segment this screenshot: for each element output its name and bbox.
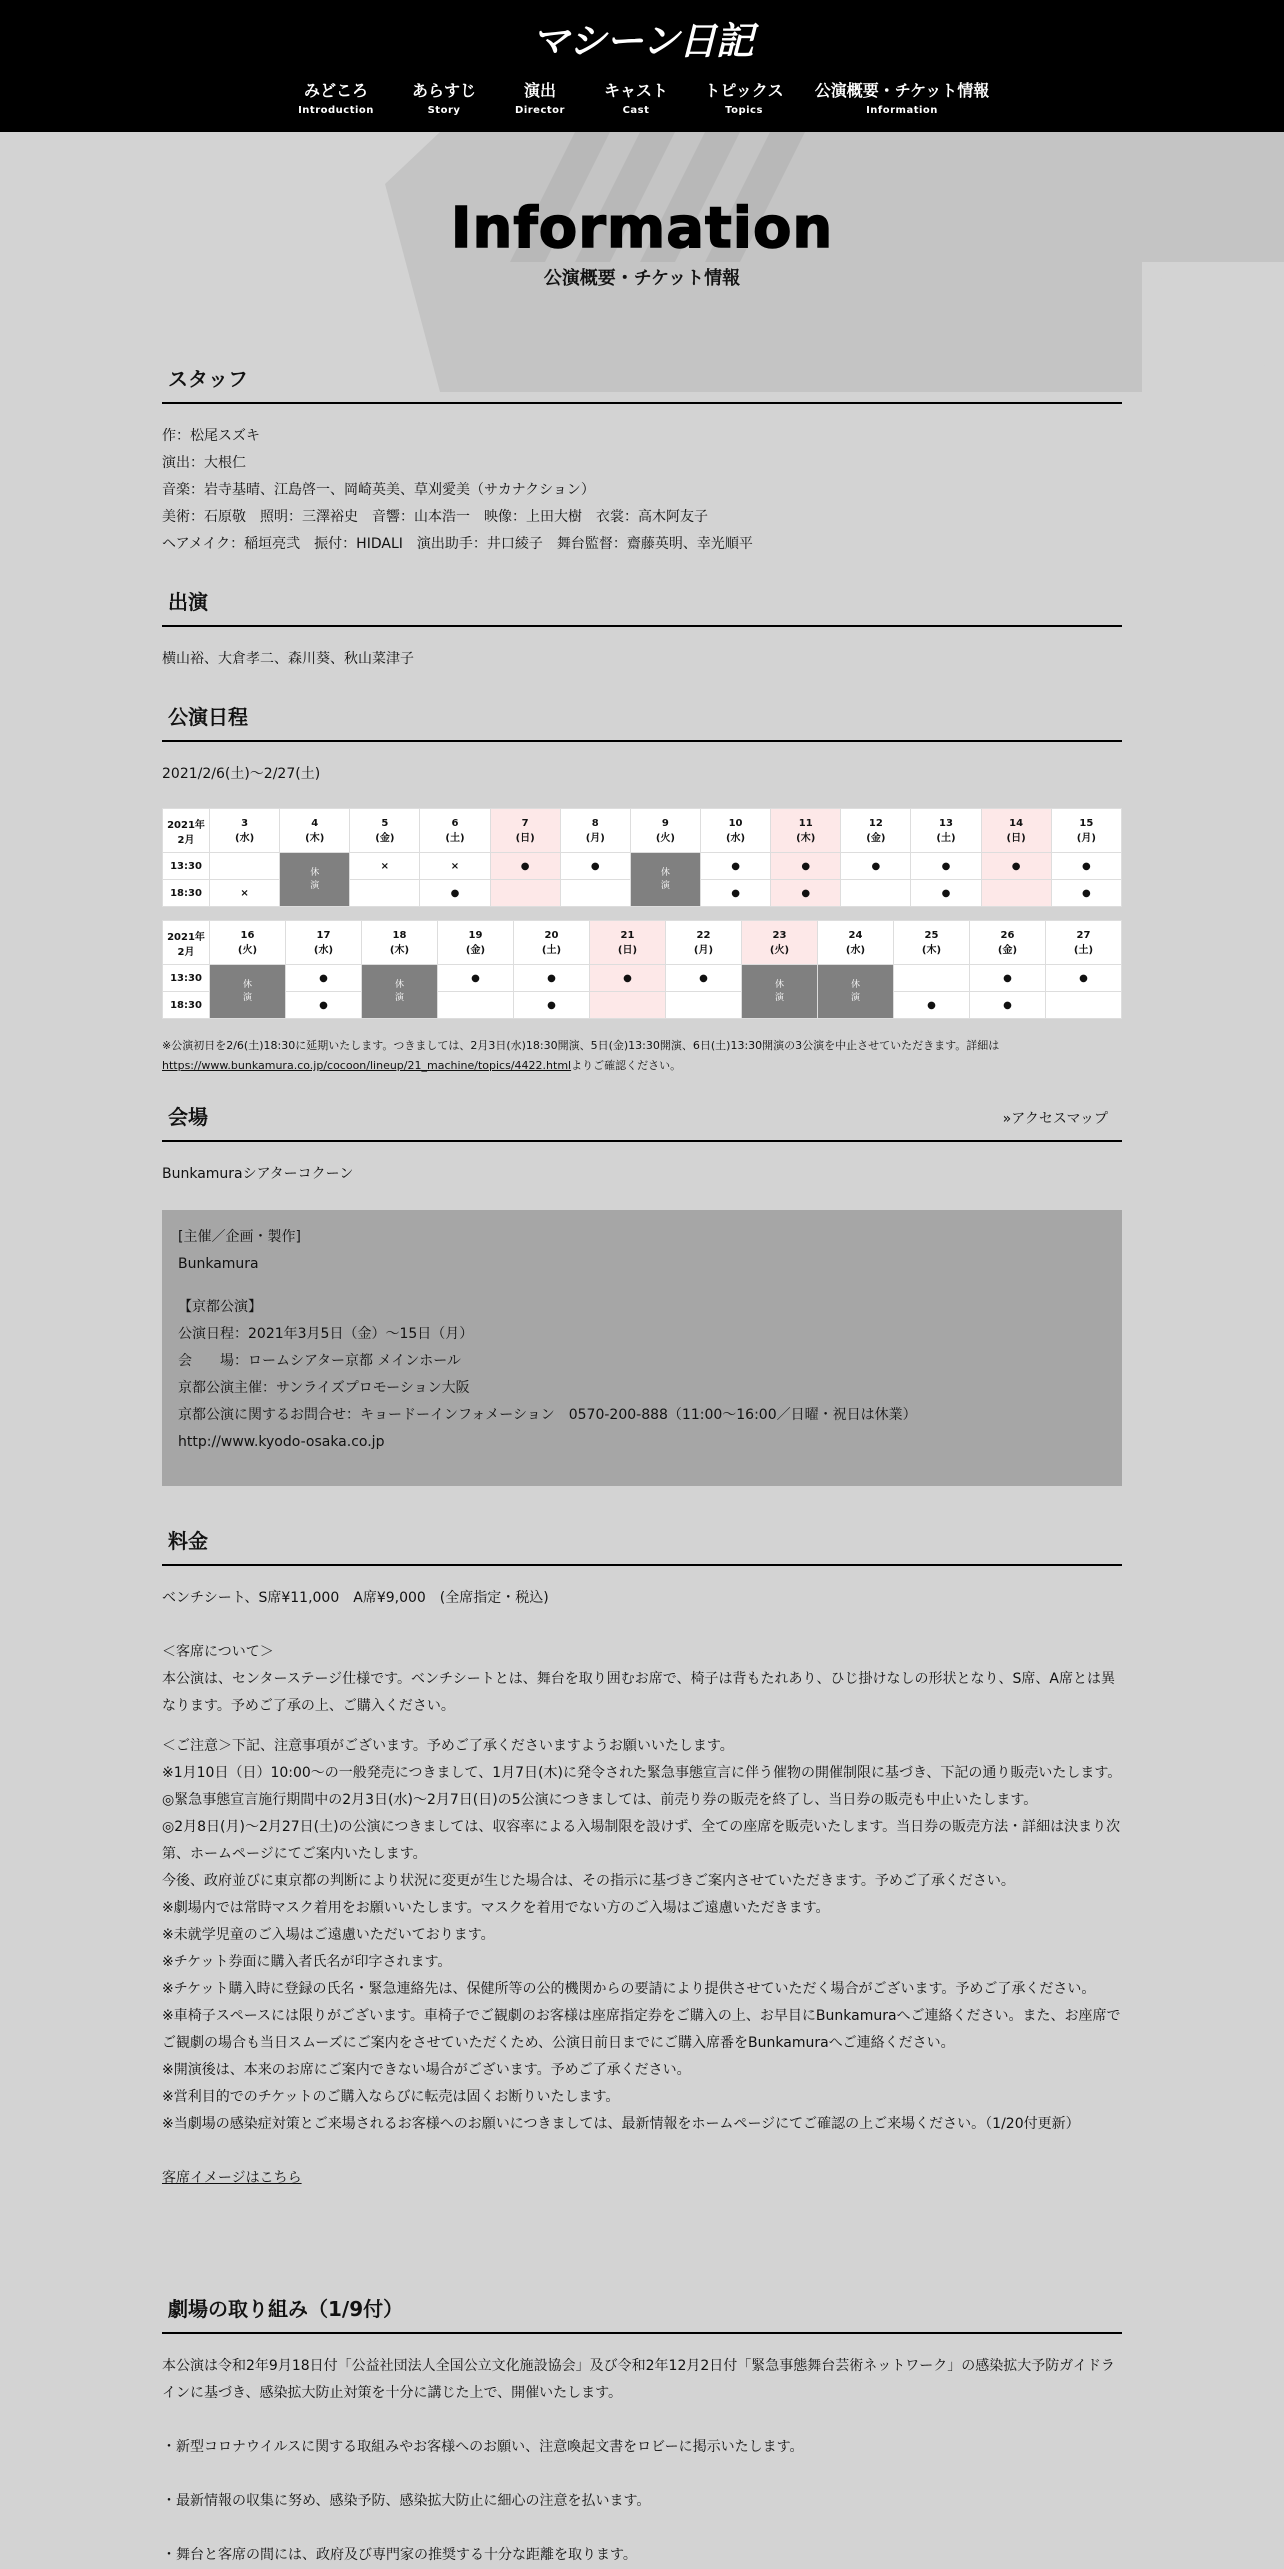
nav-item-topics[interactable] [694,78,794,116]
staff-line: 演出：大根仁 [162,455,246,471]
calendar-day-header: 24 (水) [818,921,894,965]
nav-sublabel: Introduction [298,105,374,116]
schedule-table-2 [162,920,1122,1019]
seat-heading: ＜客席について＞ [162,1644,274,1660]
access-map-link[interactable] [1003,1108,1108,1128]
nav-item-director[interactable] [500,78,580,116]
calendar-day-header: 18 (木) [362,921,438,965]
staff-line: ヘアメイク：稲垣亮弐 振付：HIDALI 演出助手：井口綾子 舞台監督：齋藤英明、幸光順平 [162,536,753,552]
calendar-day-header: 3 (水) [210,809,280,853]
calendar-cell [438,992,514,1019]
calendar-rest-day: 休 演 [280,853,350,907]
hero-background-shapes [0,132,1284,392]
section-header-venue [162,1100,1122,1142]
calendar-day-header: 10 (水) [700,809,770,853]
section-header-theater [162,2292,1122,2334]
nav-label: 公演概要・チケット情報 [814,81,990,100]
section-title: 劇場の取り組み（1/9付） [168,2297,404,2321]
calendar-cell: ● [771,853,841,880]
price-section [162,1585,1122,2192]
calendar-cell: ● [911,880,981,907]
nav-label: みどころ [303,81,368,100]
calendar-cell: ● [841,853,911,880]
calendar-day-header: 6 (土) [420,809,490,853]
calendar-cell [590,992,666,1019]
page-subtitle: 公演概要・チケット情報 [543,268,741,289]
nav-label: トピックス [704,81,784,100]
box-line: 公演日程：2021年3月5日（金）～15日（月） [178,1326,474,1342]
calendar-day-header: 4 (木) [280,809,350,853]
schedule-period: 2021/2/6(土)～2/27(土) [162,766,321,782]
seat-image-link[interactable]: 客席イメージはこちら [162,2170,302,2186]
page-title: Information [450,196,834,261]
theater-item: ・最新情報の収集に努め、感染予防、感染拡大防止に細心の注意を払います。 [162,2493,651,2509]
calendar-cell [560,880,630,907]
theater-item: ・新型コロナウイルスに関する取組みやお客様へのお願い、注意喚起文書をロビーに掲示いたします。 [162,2439,804,2455]
notice-line: ※1月10日（日）10:00～の一般発売につきまして、1月7日(木)に発令された緊急事態宣言に伴う催物の開催制限に基づき、下記の通り販売いたします。 [162,1765,1122,1781]
calendar-rest-day: 休 演 [210,965,286,1019]
calendar-cell [981,880,1051,907]
section-title: 出演 [168,590,208,614]
calendar-cell: ● [894,992,970,1019]
nav-item-information[interactable] [812,78,992,116]
cast-text: 横山裕、大倉孝二、森川葵、秋山菜津子 [162,651,414,667]
calendar-day-header: 22 (月) [666,921,742,965]
note-text: よりご確認ください。 [571,1059,682,1072]
calendar-cell: × [210,880,280,907]
calendar-cell: ● [438,965,514,992]
nav-item-story[interactable] [404,78,484,116]
calendar-cell: ● [286,965,362,992]
nav-sublabel: Director [515,105,565,116]
notice-list [162,1733,1122,2138]
calendar-day-header: 21 (日) [590,921,666,965]
box-line: 京都公演主催：サンライズプロモーション大阪 [178,1380,470,1396]
calendar-cell: ● [490,853,560,880]
seat-text: 本公演は、センターステージ仕様です。ベンチシートとは、舞台を取り囲むお席で、椅子は背もたれあり、ひじ掛けなしの形状となり、S席、A席とは異なります。予めご了承の上、ご購入ください。 [162,1671,1115,1714]
calendar-cell: ● [771,880,841,907]
double-chevron-right-icon: » [1002,1111,1012,1127]
access-map-label: アクセスマップ [1011,1111,1108,1127]
section-title: スタッフ [168,367,248,391]
staff-line: 美術：石原敬 照明：三澤裕史 音響：山本浩一 映像：上田大樹 衣裳：高木阿友子 [162,509,708,525]
calendar-cell: ● [911,853,981,880]
theater-intro: 本公演は令和2年9月18日付「公益社団法人全国公立文化施設協会」及び令和2年12月2日付「緊急事態舞台芸術ネットワーク」の感染拡大予防ガイドラインに基づき、感染拡大防止対策を十分に講じた上で、開催いたします。 [162,2358,1115,2401]
nav-sublabel: Story [427,105,461,116]
calendar-cell: ● [970,965,1046,992]
calendar-cell: ● [1046,965,1122,992]
nav-label: 演出 [523,81,556,100]
site-header [0,0,1284,132]
section-header-schedule [162,700,1122,742]
calendar-cell [210,853,280,880]
calendar-day-header: 11 (木) [771,809,841,853]
site-logo[interactable]: マシーン日記 [531,19,753,63]
box-line: Bunkamura [178,1256,259,1272]
calendar-cell: ● [981,853,1051,880]
staff-list [162,423,1122,558]
calendar-time: 13:30 [163,853,210,880]
calendar-day-header: 7 (日) [490,809,560,853]
schedule-table-1 [162,808,1122,907]
note-link[interactable]: https://www.bunkamura.co.jp/cocoon/lineup/21_machine/topics/4422.html [162,1059,572,1072]
calendar-cell: × [350,853,420,880]
staff-line: 作：松尾スズキ [162,428,260,444]
calendar-day-header: 9 (火) [630,809,700,853]
calendar-cell: ● [666,965,742,992]
box-line: 会 場：ロームシアター京都 メインホール [178,1353,461,1369]
calendar-cell: × [420,853,490,880]
calendar-day-header: 27 (土) [1046,921,1122,965]
calendar-day-header: 15 (月) [1051,809,1121,853]
calendar-cell [841,880,911,907]
nav-sublabel: Information [866,105,938,116]
notice-line: ◎2月8日(月)～2月27日(土)の公演につきましては、収容率による入場制限を設けず、全ての座席を販売いたします。当日券の販売方法・詳細は決まり次第、ホームページにてご案内いたします。 [162,1819,1121,1862]
calendar-cell: ● [700,880,770,907]
theater-item: ・舞台と客席の間には、政府及び専門家の推奨する十分な距離を取ります。 [162,2547,637,2563]
calendar-cell: ● [970,992,1046,1019]
nav-label: あらすじ [411,81,476,100]
notice-line: ＜ご注意＞下記、注意事項がございます。予めご了承くださいますようお願いいたします。 [162,1738,734,1754]
section-header-cast [162,585,1122,627]
calendar-rest-day: 休 演 [630,853,700,907]
notice-line: ※車椅子スペースには限りがございます。車椅子でご観劇のお客様は座席指定券をご購入の上、お早目にBunkamuraへご連絡ください。また、お座席でご観劇の場合も当日スムーズにご案内をさせていただくため、公演日前日までにご購入席番をBunkamuraへご連絡ください。 [162,2008,1121,2051]
nav-item-cast[interactable] [596,78,676,116]
schedule-note [162,1036,1122,1076]
box-line: 京都公演に関するお問合せ：キョードーインフォメーション 0570-200-888（11:00～16:00／日曜・祝日は休業） [178,1407,917,1423]
box-line: [主催／企画・製作] [178,1229,301,1245]
calendar-rest-day: 休 演 [742,965,818,1019]
calendar-day-header: 13 (土) [911,809,981,853]
calendar-day-header: 20 (土) [514,921,590,965]
nav-sublabel: Topics [725,105,763,116]
calendar-cell [666,992,742,1019]
calendar-day-header: 26 (金) [970,921,1046,965]
organizer-info-box [162,1210,1122,1486]
calendar-cell: ● [514,992,590,1019]
notice-line: ※営利目的でのチケットのご購入ならびに転売は固くお断りいたします。 [162,2089,620,2105]
calendar-cell: ● [1051,853,1121,880]
theater-section [162,2353,1122,2569]
notice-line: 今後、政府並びに東京都の判断により状況に変更が生じた場合は、その指示に基づきご案内させていただきます。予めご了承ください。 [162,1873,1015,1889]
calendar-day-header: 14 (日) [981,809,1051,853]
calendar-cell [490,880,560,907]
calendar-time: 18:30 [163,880,210,907]
calendar-cell [894,965,970,992]
section-title: 会場 [168,1105,208,1129]
note-text: ※公演初日を2/6(土)18:30に延期いたします。つきましては、2月3日(水)18:30開演、5日(金)13:30開演、6日(土)13:30開演の3公演を中止させていただきます。詳細は [162,1039,1000,1052]
notice-line: ※開演後は、本来のお席にご案内できない場合がございます。予めご了承ください。 [162,2062,691,2078]
calendar-corner: 2021年 2月 [163,921,210,965]
calendar-cell: ● [1051,880,1121,907]
notice-line: ※チケット購入時に登録の氏名・緊急連絡先は、保健所等の公的機関からの要請により提供させていただく場合がございます。予めご了承ください。 [162,1981,1096,1997]
section-title: 公演日程 [168,705,248,729]
calendar-cell: ● [700,853,770,880]
calendar-day-header: 12 (金) [841,809,911,853]
calendar-day-header: 16 (火) [210,921,286,965]
box-line: 【京都公演】 [178,1299,262,1315]
notice-line: ※未就学児童のご入場はご遠慮いただいております。 [162,1927,495,1943]
kyodo-osaka-link[interactable]: http://www.kyodo-osaka.co.jp [178,1434,385,1450]
calendar-cell: ● [560,853,630,880]
staff-line: 音楽：岩寺基晴、江島啓一、岡崎英美、草刈愛美（サカナクション） [162,482,595,498]
calendar-day-header: 5 (金) [350,809,420,853]
calendar-cell [1046,992,1122,1019]
nav-sublabel: Cast [622,105,650,116]
calendar-day-header: 8 (月) [560,809,630,853]
section-header-price [162,1524,1122,1566]
calendar-day-header: 25 (木) [894,921,970,965]
nav-label: キャスト [603,81,668,100]
calendar-rest-day: 休 演 [818,965,894,1019]
notice-line: ※チケット券面に購入者氏名が印字されます。 [162,1954,452,1970]
calendar-time: 18:30 [163,992,210,1019]
calendar-day-header: 23 (火) [742,921,818,965]
venue-name: Bunkamuraシアターコクーン [162,1166,354,1182]
calendar-day-header: 17 (水) [286,921,362,965]
calendar-cell: ● [514,965,590,992]
calendar-rest-day: 休 演 [362,965,438,1019]
calendar-cell: ● [590,965,666,992]
calendar-cell: ● [286,992,362,1019]
calendar-day-header: 19 (金) [438,921,514,965]
section-header-staff [162,362,1122,404]
notice-line: ※劇場内では常時マスク着用をお願いいたします。マスクを着用でない方のご入場はご遠慮いただきます。 [162,1900,830,1916]
price-line: ベンチシート、S席¥11,000 A席¥9,000 (全席指定・税込) [162,1590,549,1606]
calendar-cell [350,880,420,907]
nav-item-introduction[interactable] [296,78,376,116]
section-title: 料金 [168,1529,208,1553]
calendar-corner: 2021年 2月 [163,809,210,853]
notice-line: ※当劇場の感染症対策とご来場されるお客様へのお願いにつきましては、最新情報をホームページにてご確認の上ご来場ください。（1/20付更新） [162,2116,1080,2132]
calendar-cell: ● [420,880,490,907]
calendar-time: 13:30 [163,965,210,992]
notice-line: ◎緊急事態宣言施行期間中の2月3日(水)～2月7日(日)の5公演につきましては、前売り券の販売を終了し、当日券の販売も中止いたします。 [162,1792,1038,1808]
